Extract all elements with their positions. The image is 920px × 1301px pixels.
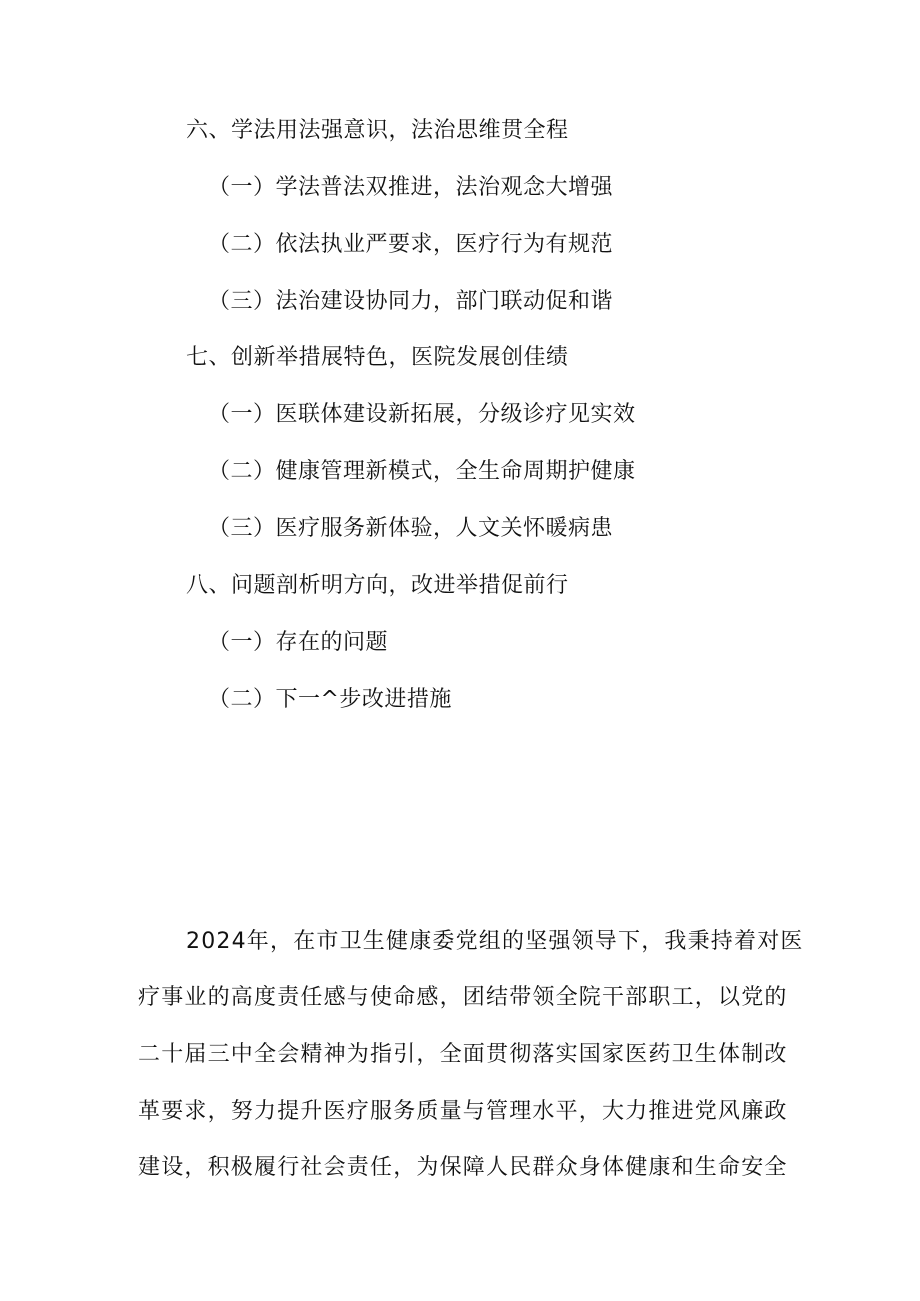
body-line-3: 二十届三中全会精神为指引，全面贯彻落实国家医药卫生体制改 [138,1042,788,1067]
body-line-2: 疗事业的高度责任感与使命感，团结带领全院干部职工，以党的 [138,985,788,1010]
subsection-6-1: （一）学法普法双推进，法治观念大增强 [208,175,614,200]
subsection-6-2: （二）依法执业严要求，医疗行为有规范 [208,232,614,257]
subsection-6-3: （三）法治建设协同力，部门联动促和谐 [208,289,614,314]
subsection-7-1: （一）医联体建设新拓展，分级诊疗见实效 [208,402,636,427]
body-line-1: 2024年，在市卫生健康委党组的坚强领导下，我秉持着对医 [186,929,804,954]
subsection-7-3: （三）医疗服务新体验，人文关怀暖病患 [208,516,614,541]
section-heading-6: 六、学法用法强意识，法治思维贯全程 [186,118,569,143]
subsection-7-2: （二）健康管理新模式，全生命周期护健康 [208,459,636,484]
section-heading-8: 八、问题剖析明方向，改进举措促前行 [186,573,569,598]
body-line-5: 建设，积极履行社会责任，为保障人民群众身体健康和生命安全 [138,1155,788,1180]
subsection-8-1: （一）存在的问题 [208,630,389,655]
section-heading-7: 七、创新举措展特色，医院发展创佳绩 [186,345,569,370]
body-line-4: 革要求，努力提升医疗服务质量与管理水平，大力推进党风廉政 [138,1099,788,1124]
subsection-8-2: （二）下一^步改进措施 [208,687,452,712]
